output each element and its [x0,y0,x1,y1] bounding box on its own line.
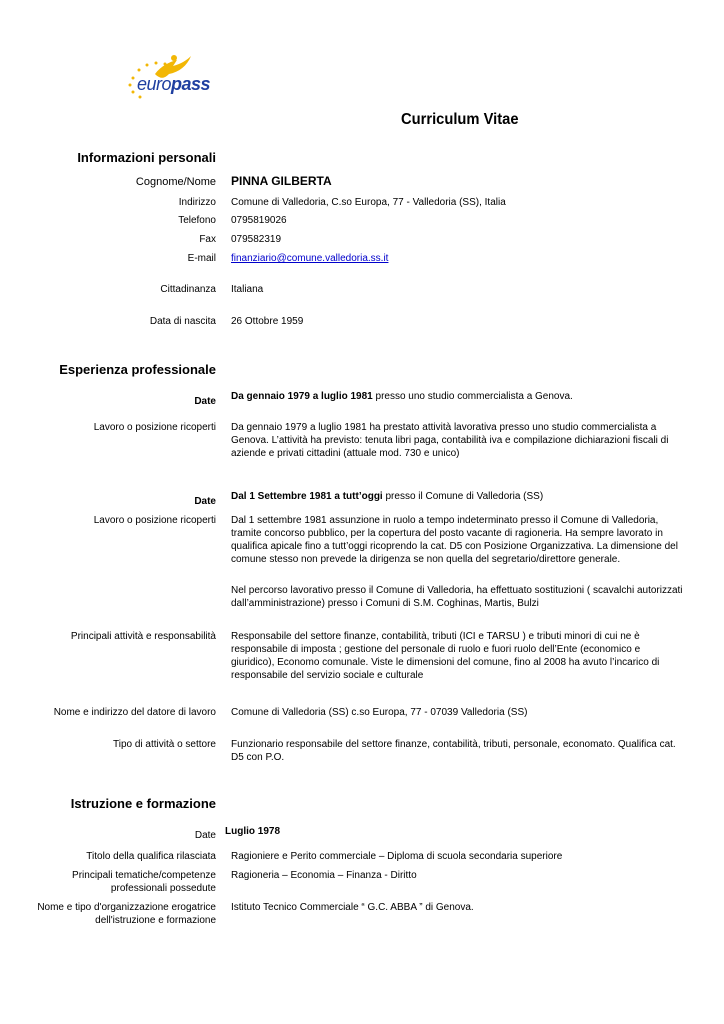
edu-date-label: Date [194,830,216,841]
job2-employer-label: Nome e indirizzo del datore di lavoro [53,707,216,718]
name-value: PINNA GILBERTA [231,174,332,188]
job2-role-label: Lavoro o posizione ricoperti [93,515,216,526]
address-label: Indirizzo [178,197,216,208]
section-personal-heading: Informazioni personali [77,150,216,165]
phone-label: Telefono [178,215,216,226]
edu-date-value: Luglio 1978 [225,826,281,837]
job2-activities-label: Principali attività e responsabilità [70,631,216,642]
europass-logo-text: europass [137,74,211,94]
job1-role-value: Da gennaio 1979 a luglio 1981 ha prestato attività lavorativa presso uno studio commercialista a Genova. L’attività ha previsto: tenuta libri paga, contabilità iva e compilazione dichiarazioni fiscali di aziende e privati cittadini (attuale mod. 730 e unico) [231,422,669,459]
birth-label: Data di nascita [149,316,216,327]
edu-org-value: Istituto Tecnico Commerciale “ G.C. ABBA ” di Genova. [231,902,474,913]
phone-value: 0795819026 [231,215,287,226]
job1-date-label: Date [194,396,216,407]
citizenship-label: Cittadinanza [160,284,216,295]
section-experience-heading: Esperienza professionale [59,362,216,377]
job2-sector-value: Funzionario responsabile del settore finanze, contabilità, tributi, personale, economato. Qualifica cat. D5 con P.O. [231,739,676,763]
citizenship-value: Italiana [231,284,264,295]
job2-date-label: Date [194,496,216,507]
cv-title: Curriculum Vitae [401,111,519,128]
email-link[interactable]: finanziario@comune.valledoria.ss.it [231,253,389,264]
job2-date-value: Dal 1 Settembre 1981 a tutt’oggi presso il Comune di Valledoria (SS) [231,491,544,502]
job1-date-value: Da gennaio 1979 a luglio 1981 presso uno studio commercialista a Genova. [231,391,573,402]
name-label: Cognome/Nome [135,176,216,188]
job1-role-label: Lavoro o posizione ricoperti [93,422,216,433]
edu-org-label: Nome e tipo d'organizzazione erogatrice dell'istruzione e formazione [37,902,216,926]
job2-activities-value: Responsabile del settore finanze, contabilità, tributi (ICI e TARSU ) e tributi minori di cui ne è responsabile di imposta ; gestione del personale di ruolo e fuori ruolo dell’Ente (economico e giuridico), Economo comunale. Viste le dimensioni del comune, fino al 2008 ha avuto l’incarico di responsabile del servizio sociale e culturale [231,631,660,681]
fax-value: 079582319 [231,234,282,245]
email-label: E-mail [187,253,216,264]
job2-role-value: Dal 1 settembre 1981 assunzione in ruolo a tempo indeterminato presso il Comune di Valledoria, tramite concorso pubblico, per la copertura del posto vacante di ragioneria. Ha sempre lavorato in qualifica apicale fino a tutt’oggi ricoprendo la cat. D5 con Posizione Organizzativa. La dimensione del comune stesso non prevede la dirigenza se non quella del segretario/direttore generale. [231,515,678,565]
job2-sector-label: Tipo di attività o settore [112,739,216,750]
job2-employer-value: Comune di Valledoria (SS) c.so Europa, 77 - 07039 Valledoria (SS) [231,707,528,718]
section-education-heading: Istruzione e formazione [70,796,216,811]
edu-qualification-label: Titolo della qualifica rilasciata [86,851,216,862]
edu-subjects-value: Ragioneria – Economia – Finanza - Diritto [231,870,417,881]
address-value: Comune di Valledoria, C.so Europa, 77 - Valledoria (SS), Italia [231,197,506,208]
birth-value: 26 Ottobre 1959 [231,316,304,327]
job2-role-value-2: Nel percorso lavorativo presso il Comune di Valledoria, ha effettuato sostituzioni ( scavalchi autorizzati dall’amministrazione) presso i Comuni di S.M. Coghinas, Martis, Bulzi [231,585,683,609]
edu-qualification-value: Ragioniere e Perito commerciale – Diploma di scuola secondaria superiore [231,851,563,862]
edu-subjects-label: Principali tematiche/competenze professionali possedute [72,870,216,894]
fax-label: Fax [199,234,216,245]
